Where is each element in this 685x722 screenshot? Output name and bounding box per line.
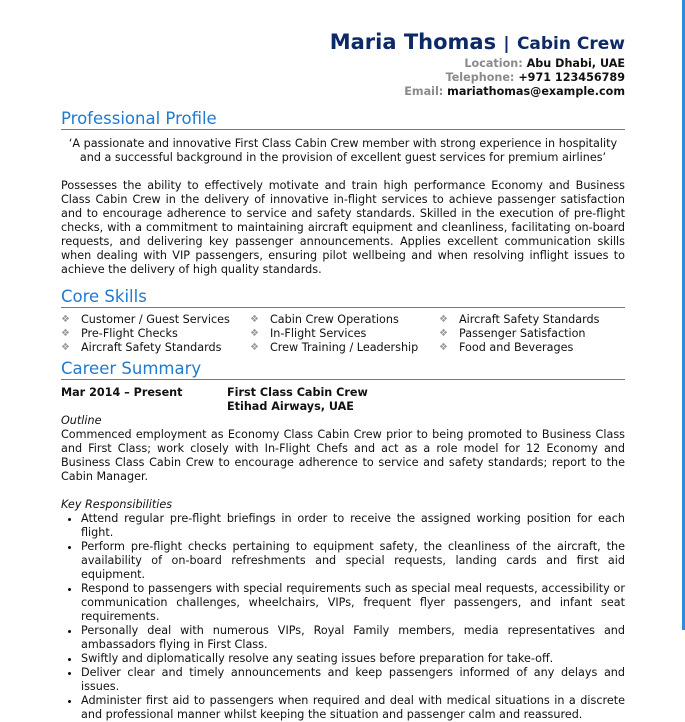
skill-item	[439, 313, 625, 327]
responsibility-item: • Perform pre-flight checks pertaining to equipment safety, the cleanliness of the aircraft, the availability of on-board refreshments and special requests, landing cards and first aid equipment.	[81, 540, 625, 582]
diamond-bullet-icon: ❖	[61, 342, 70, 353]
contact-email	[61, 85, 625, 99]
contact-value: Abu Dhabi, UAE	[526, 57, 625, 70]
outline-label: Outline	[61, 414, 102, 427]
contact-value: mariathomas@example.com	[447, 85, 625, 98]
skill-label: Crew Training / Leadership	[270, 341, 419, 354]
skill-item	[61, 313, 250, 327]
role-text: Cabin Crew	[516, 34, 625, 54]
responsibility-item: • Administer first aid to passengers when required and deal with medical situations in a discrete and professional manner whilst keeping the situation and passenger calm and reassured.	[81, 694, 625, 722]
diamond-bullet-icon: ❖	[61, 328, 70, 339]
diamond-bullet-icon: ❖	[250, 342, 259, 353]
skill-label: Aircraft Safety Standards	[459, 313, 600, 326]
contact-label: Location:	[464, 57, 523, 70]
skill-label: Aircraft Safety Standards	[81, 341, 222, 354]
diamond-bullet-icon: ❖	[250, 314, 259, 325]
diamond-bullet-icon: ❖	[439, 342, 448, 353]
contact-value: +971 123456789	[518, 71, 625, 84]
job-title: First Class Cabin Crew	[227, 386, 368, 399]
job-dates: Mar 2014 – Present	[61, 386, 183, 399]
skill-item	[61, 341, 250, 355]
skill-label: Pre-Flight Checks	[81, 327, 178, 340]
job-company: Etihad Airways, UAE	[227, 400, 354, 413]
diamond-bullet-icon: ❖	[250, 328, 259, 339]
diamond-bullet-icon: ❖	[61, 314, 70, 325]
responsibilities-list	[61, 512, 625, 722]
skill-label: Passenger Satisfaction	[459, 327, 586, 340]
candidate-name	[61, 29, 625, 57]
name-text: Maria Thomas	[329, 30, 497, 54]
responsibilities-label: Key Responsibilities	[61, 498, 173, 511]
skill-item	[250, 341, 439, 355]
diamond-bullet-icon: ❖	[439, 328, 448, 339]
diamond-bullet-icon: ❖	[439, 314, 448, 325]
skill-label: Cabin Crew Operations	[270, 313, 399, 326]
responsibility-item: • Respond to passengers with special requirements such as special meal requests, accessibility or communication challenges, wheelchairs, VIPs, frequent flyer passengers, and infant seat requirements.	[81, 582, 625, 624]
skills-grid	[61, 313, 625, 355]
contact-telephone	[61, 71, 625, 85]
skill-item	[61, 327, 250, 341]
skill-item	[250, 327, 439, 341]
profile-body: Possesses the ability to effectively motivate and train high performance Economy and Business Class Cabin Crew in the delivery of innovative in-flight services to achieve passenger satisfaction and to encourage adherence to service and safety standards. Skilled in the execution of pre-flight checks, with a commitment to maintaining aircraft equipment and cleanliness, facilitating on-board requests, and delivering key passenger announcements. Applies excellent communication skills when dealing with VIP passengers, ensuring pilot wellbeing and when resolving inflight issues to achieve the delivery of high quality standards.	[61, 179, 625, 276]
contact-location	[61, 57, 625, 71]
skill-label: Food and Beverages	[459, 341, 574, 354]
responsibility-item: • Attend regular pre-flight briefings in order to receive the assigned working position for each flight.	[81, 512, 625, 540]
responsibility-item: • Swiftly and diplomatically resolve any seating issues before preparation for take-off.	[81, 652, 625, 666]
section-heading-profile: Professional Profile	[61, 109, 625, 130]
resume-header	[61, 29, 625, 99]
separator: |	[503, 34, 510, 54]
job-header	[61, 386, 625, 414]
responsibility-item: • Personally deal with numerous VIPs, Royal Family members, media representatives and ambassadors flying in First Class.	[81, 624, 625, 652]
resume-page	[61, 0, 625, 722]
skill-item	[439, 327, 625, 341]
contact-label: Telephone:	[445, 71, 515, 84]
skill-item	[250, 313, 439, 327]
contact-label: Email:	[404, 85, 444, 98]
section-heading-career: Career Summary	[61, 359, 625, 380]
skill-item	[439, 341, 625, 355]
outline-text: Commenced employment as Economy Class Cabin Crew prior to being promoted to Business Class and First Class; work closely with In-Flight Chefs and act as a role model for 12 Economy and Business Class Cabin Crew to encourage adherence to service and safety standards; report to the Cabin Manager.	[61, 428, 625, 483]
skill-label: In-Flight Services	[270, 327, 367, 340]
responsibility-item: • Deliver clear and timely announcements and keep passengers informed of any delays and issues.	[81, 666, 625, 694]
skill-label: Customer / Guest Services	[81, 313, 230, 326]
section-heading-skills: Core Skills	[61, 287, 625, 308]
profile-quote: ‘A passionate and innovative First Class Cabin Crew member with strong experience in hospitality and a successful background in the provision of excellent guest services for premium airlines’	[68, 137, 618, 164]
